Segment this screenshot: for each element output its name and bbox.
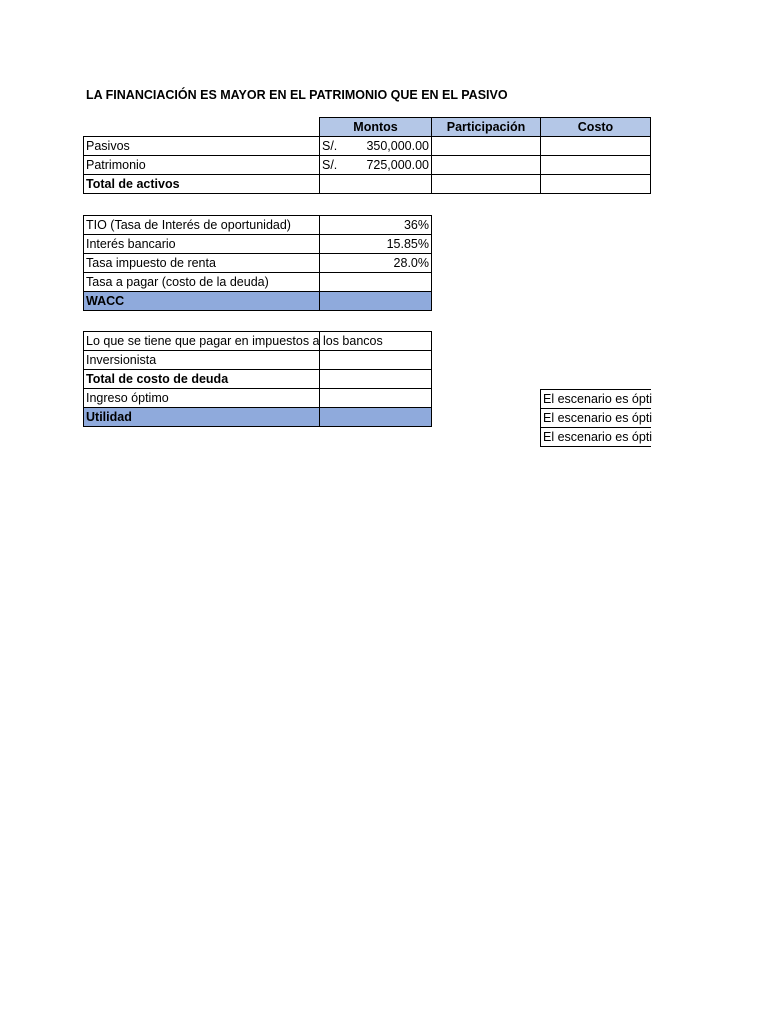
empty-cell: [84, 118, 320, 137]
row-label-wacc[interactable]: WACC: [84, 292, 320, 311]
amount-cell-patrimonio[interactable]: [320, 156, 432, 175]
impuesto-renta-value[interactable]: 28.0%: [320, 254, 432, 273]
table-row: [541, 428, 651, 447]
scenario-note[interactable]: El escenario es ópti: [541, 428, 651, 447]
inversionista-value[interactable]: [320, 351, 432, 370]
table-row: [84, 351, 432, 370]
row-label-patrimonio[interactable]: Patrimonio: [84, 156, 320, 175]
amount-value: 725,000.00: [366, 158, 429, 172]
currency-symbol: S/.: [322, 158, 338, 172]
table-row: [84, 332, 432, 351]
participacion-cell[interactable]: [432, 156, 541, 175]
costo-cell[interactable]: [541, 175, 651, 194]
row-label-utilidad[interactable]: Utilidad: [84, 408, 320, 427]
row-label-interes-bancario[interactable]: Interés bancario: [84, 235, 320, 254]
row-label-impuestos-bancos[interactable]: Lo que se tiene que pagar en impuestos a los bancos: [84, 332, 320, 351]
row-label-inversionista[interactable]: Inversionista: [84, 351, 320, 370]
row-label-ingreso-optimo[interactable]: Ingreso óptimo: [84, 389, 320, 408]
row-label-tio[interactable]: TIO (Tasa de Interés de oportunidad): [84, 216, 320, 235]
row-label-impuesto-renta[interactable]: Tasa impuesto de renta: [84, 254, 320, 273]
table-row: [541, 390, 651, 409]
table-row: [84, 216, 432, 235]
costo-cell[interactable]: [541, 156, 651, 175]
row-label-total-costo-deuda[interactable]: Total de costo de deuda: [84, 370, 320, 389]
table-row: [541, 409, 651, 428]
costo-cell[interactable]: [541, 137, 651, 156]
participacion-cell[interactable]: [432, 175, 541, 194]
row-label-tasa-pagar[interactable]: Tasa a pagar (costo de la deuda): [84, 273, 320, 292]
amount-value: 350,000.00: [366, 139, 429, 153]
table-header-row: [84, 118, 651, 137]
currency-symbol: S/.: [322, 139, 338, 153]
row-label-total-activos[interactable]: Total de activos: [84, 175, 320, 194]
wacc-value[interactable]: [320, 292, 432, 311]
participacion-cell[interactable]: [432, 137, 541, 156]
amount-cell-total[interactable]: [320, 175, 432, 194]
row-label-pasivos[interactable]: Pasivos: [84, 137, 320, 156]
table-row: [84, 273, 432, 292]
financing-table: [83, 117, 651, 194]
scenario-notes: [540, 389, 651, 447]
interes-bancario-value[interactable]: 15.85%: [320, 235, 432, 254]
header-participacion[interactable]: Participación: [432, 118, 541, 137]
table-row: [84, 156, 651, 175]
table-row: [84, 292, 432, 311]
table-row: [84, 408, 432, 427]
cost-table: [83, 331, 432, 427]
sheet-title: LA FINANCIACIÓN ES MAYOR EN EL PATRIMONIO QUE EN EL PASIVO: [86, 88, 508, 102]
amount-cell-pasivos[interactable]: [320, 137, 432, 156]
header-montos[interactable]: Montos: [320, 118, 432, 137]
tio-value[interactable]: 36%: [320, 216, 432, 235]
table-row: [84, 370, 432, 389]
header-costo[interactable]: Costo: [541, 118, 651, 137]
scenario-note[interactable]: El escenario es ópti: [541, 409, 651, 428]
tasa-pagar-value[interactable]: [320, 273, 432, 292]
total-costo-deuda-value[interactable]: [320, 370, 432, 389]
scenario-note[interactable]: El escenario es ópti: [541, 390, 651, 409]
table-row: [84, 235, 432, 254]
ingreso-optimo-value[interactable]: [320, 389, 432, 408]
table-row: [84, 175, 651, 194]
utilidad-value[interactable]: [320, 408, 432, 427]
rates-table: [83, 215, 432, 311]
table-row: [84, 389, 432, 408]
table-row: [84, 137, 651, 156]
table-row: [84, 254, 432, 273]
